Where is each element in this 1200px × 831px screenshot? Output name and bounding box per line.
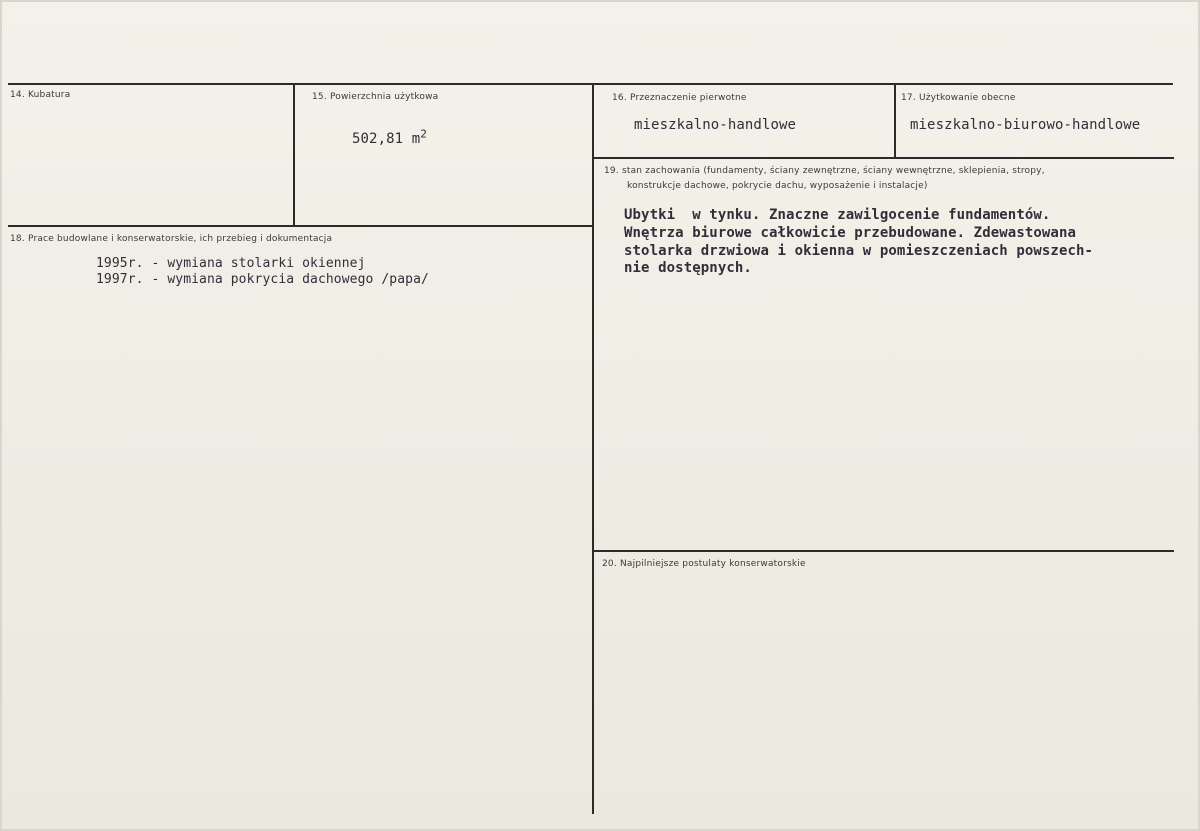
field-17-value: mieszkalno-biurowo-handlowe (910, 117, 1141, 133)
area-unit-exponent: 2 (420, 127, 427, 141)
field-18-line-1: 1995r. - wymiana stolarki okiennej (96, 256, 366, 271)
field-19-line-3: stolarka drzwiowa i okienna w pomieszczeniach powszech- (624, 243, 1094, 259)
area-value: 502,81 m (352, 131, 421, 147)
field-19-line-2: Wnętrza biurowe całkowicie przebudowane. Zdewastowana (624, 225, 1077, 241)
field-18-label: 18. Prace budowlane i konserwatorskie, ich przebieg i dokumentacja (10, 234, 333, 244)
field-19-label-line-1: 19. stan zachowania (fundamenty, ściany zewnętrzne, ściany wewnętrzne, sklepienia, stropy, (604, 166, 1045, 176)
center-divider (592, 84, 594, 814)
field-19-line-1: Ubytki w tynku. Znaczne zawilgocenie fundamentów. (624, 207, 1051, 223)
divider-16-17 (894, 84, 896, 158)
divider-14-15 (293, 84, 295, 226)
right-lower-rule (594, 550, 1174, 552)
field-17-label: 17. Użytkowanie obecne (901, 93, 1016, 103)
field-15-label: 15. Powierzchnia użytkowa (312, 92, 439, 102)
field-20-label: 20. Najpilniejsze postulaty konserwatorskie (602, 559, 806, 569)
field-18-line-2: 1997r. - wymiana pokrycia dachowego /papa/ (96, 272, 429, 287)
left-mid-rule (8, 225, 592, 227)
field-19-label-line-2: konstrukcje dachowe, pokrycie dachu, wyposażenie i instalacje) (627, 181, 928, 191)
right-upper-rule (594, 157, 1174, 159)
field-15-value (352, 127, 427, 147)
field-16-value: mieszkalno-handlowe (634, 117, 797, 133)
top-rule (8, 83, 1173, 85)
field-14-label: 14. Kubatura (10, 90, 71, 100)
field-16-label: 16. Przeznaczenie pierwotne (612, 93, 747, 103)
field-19-line-4: nie dostępnych. (624, 260, 752, 276)
